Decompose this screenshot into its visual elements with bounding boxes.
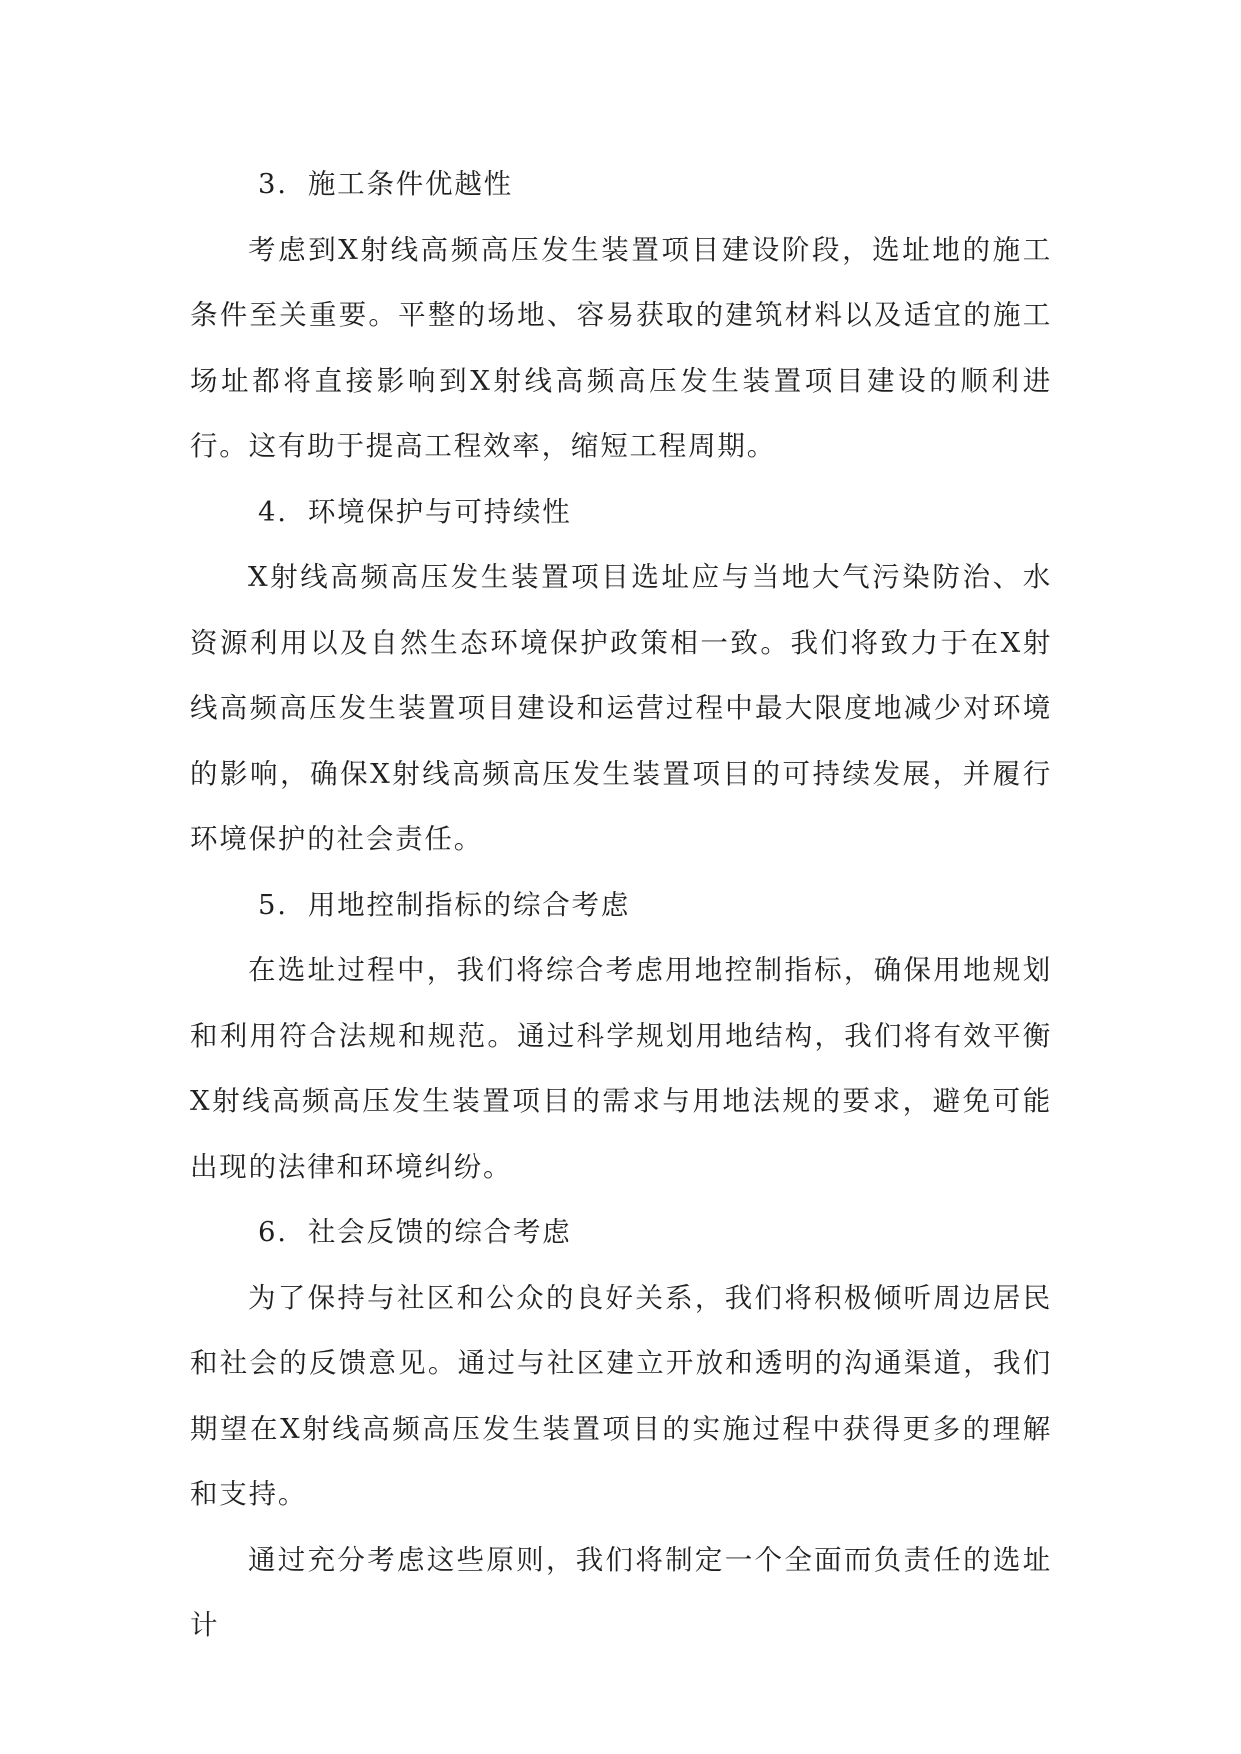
section-paragraph-5: 在选址过程中，我们将综合考虑用地控制指标，确保用地规划和利用符合法规和规范。通过科学规划用地结构，我们将有效平衡X射线高频高压发生装置项目的需求与用地法规的要求，避免可能出现的法律和环境纠纷。 xyxy=(190,954,1052,1183)
section-title: 社会反馈的综合考虑 xyxy=(307,1216,572,1248)
section-heading-4 xyxy=(190,480,1052,546)
section-number: 3. xyxy=(258,168,288,200)
section-number: 4. xyxy=(258,495,288,528)
section-number: 6. xyxy=(258,1216,288,1248)
section-heading-5 xyxy=(190,873,1052,939)
section-paragraph-4: X射线高频高压发生装置项目选址应与当地大气污染防治、水资源利用以及自然生态环境保护政策相一致。我们将致力于在X射线高频高压发生装置项目建设和运营过程中最大限度地减少对环境的影响，确保X射线高频高压发生装置项目的可持续发展，并履行环境保护的社会责任。 xyxy=(190,561,1052,855)
section-title: 用地控制指标的综合考虑 xyxy=(307,888,631,921)
section-title: 环境保护与可持续性 xyxy=(307,495,572,528)
section-paragraph-3: 考虑到X射线高频高压发生装置项目建设阶段，选址地的施工条件至关重要。平整的场地、容易获取的建筑材料以及适宜的施工场址都将直接影响到X射线高频高压发生装置项目建设的顺利进行。这有助于提高工程效率，缩短工程周期。 xyxy=(190,233,1052,462)
section-paragraph-6: 为了保持与社区和公众的良好关系，我们将积极倾听周边居民和社会的反馈意见。通过与社区建立开放和透明的沟通渠道，我们期望在X射线高频高压发生装置项目的实施过程中获得更多的理解和支持。 xyxy=(190,1281,1052,1510)
section-number: 5. xyxy=(258,888,288,921)
closing-paragraph: 通过充分考虑这些原则，我们将制定一个全面而负责任的选址计 xyxy=(190,1543,1052,1641)
section-heading-3 xyxy=(190,152,1052,218)
section-heading-6 xyxy=(190,1200,1052,1266)
section-title: 施工条件优越性 xyxy=(307,168,513,200)
document-body xyxy=(190,152,1052,1659)
